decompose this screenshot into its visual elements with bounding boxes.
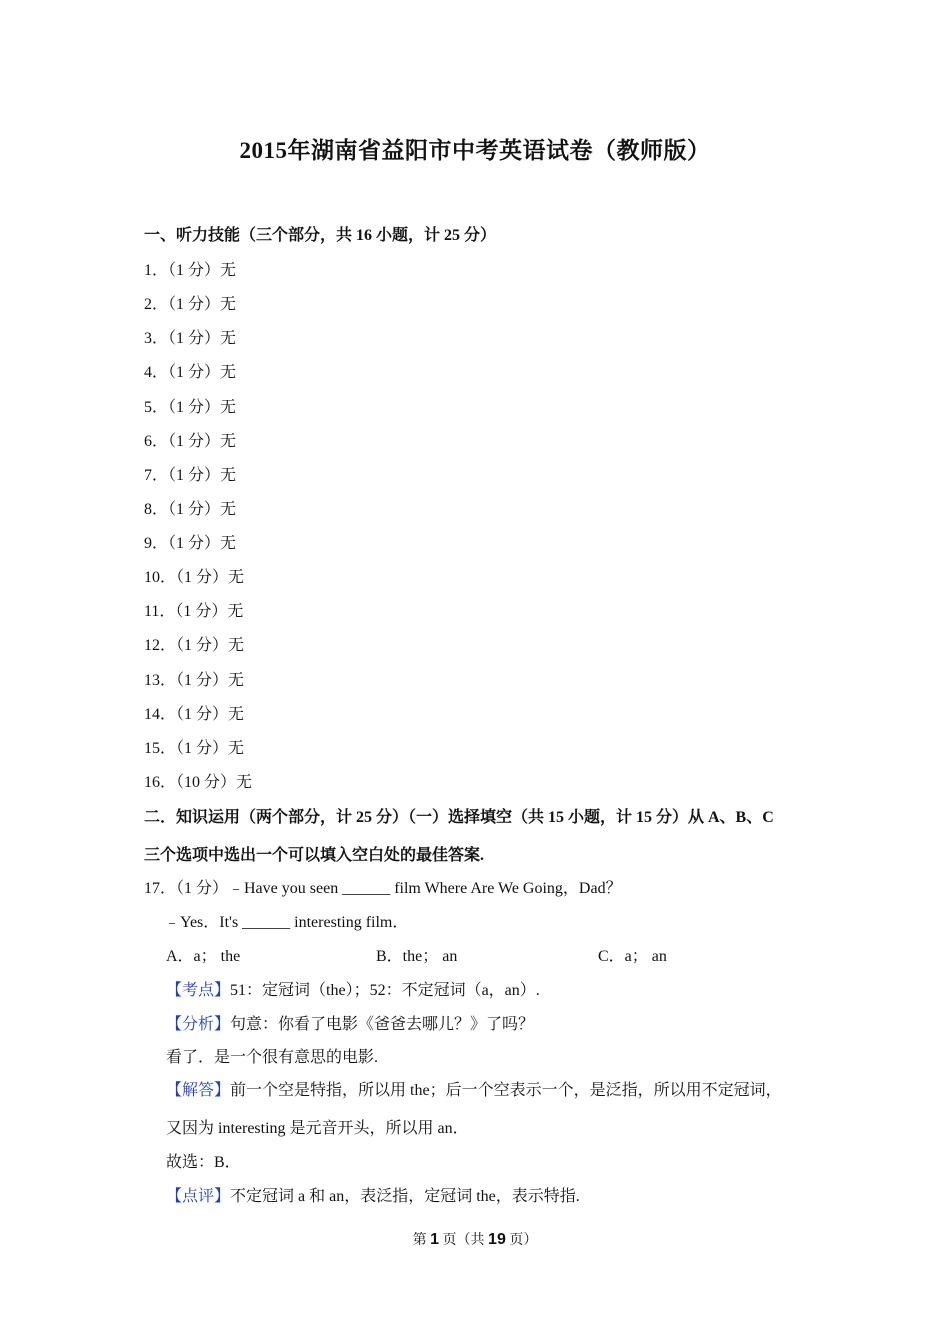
question-number: 16．: [144, 773, 177, 791]
footer-prefix: 第: [412, 1233, 431, 1248]
footer-middle: 页（共: [439, 1233, 489, 1248]
listening-question: [144, 257, 236, 280]
listening-question: [144, 462, 236, 485]
question-17-stem-reply: ﹣Yes．It's ______ interesting film．: [164, 914, 409, 931]
listening-question: [144, 735, 244, 758]
fenxi-text: 句意：你看了电影《爸爸去哪儿？》了吗？: [230, 1016, 535, 1033]
listening-question: [144, 394, 236, 417]
question-text: （1 分）无: [176, 569, 245, 587]
question-number: 8．: [144, 500, 169, 518]
current-page-number: 1: [430, 1231, 440, 1248]
listening-question: [144, 291, 236, 314]
question-text: （1 分）无: [168, 432, 237, 450]
question-text: （1 分）无: [168, 398, 237, 416]
question-text: （1 分）无: [168, 364, 237, 382]
question-number: 5．: [144, 398, 169, 416]
question-number: 13．: [144, 671, 177, 689]
fenxi-line: [166, 1011, 534, 1034]
jieda-text-cont: 又因为 interesting 是元音开头，所以用 an．: [166, 1120, 469, 1137]
total-page-count: 19: [488, 1231, 506, 1248]
question-number: 15．: [144, 739, 177, 757]
question-text: （1 分）无: [168, 535, 237, 553]
question-number: 11．: [144, 603, 176, 621]
dianping-line: [166, 1183, 580, 1206]
dianping-text: 不定冠词 a 和 an，表泛指，定冠词 the，表示特指.: [230, 1188, 580, 1205]
fenxi-text-cont: 看了．是一个很有意思的电影.: [166, 1049, 379, 1066]
option-b: B．the； an: [376, 948, 458, 965]
listening-question: [144, 769, 252, 792]
kaodian-line: [166, 977, 540, 1000]
question-text: （10 分）无: [176, 773, 253, 791]
listening-question: [144, 530, 236, 553]
dianping-tag: 【点评】: [166, 1188, 231, 1205]
question-text: （1 分）无: [168, 262, 237, 279]
question-text: （1 分）无: [168, 500, 237, 518]
page-title: 2015年湖南省益阳市中考英语试卷（教师版）: [239, 138, 711, 163]
question-text: （1 分）无: [176, 705, 245, 723]
question-number: 10．: [144, 569, 177, 587]
question-text: （1 分）无: [176, 637, 245, 655]
listening-question: [144, 496, 236, 519]
question-text: （1 分）无: [168, 330, 237, 348]
listening-question: [144, 632, 244, 655]
answer-line: 故选：B．: [166, 1154, 241, 1171]
question-number: 2．: [144, 296, 169, 314]
question-17-stem: 17．（1 分）﹣Have you seen ______ film Where Are We Going，Dad？: [144, 880, 622, 897]
question-text: （1 分）无: [168, 296, 237, 314]
listening-question: [144, 667, 244, 690]
fenxi-tag: 【分析】: [166, 1016, 231, 1033]
question-text: （1 分）无: [176, 671, 245, 689]
page-footer: [0, 1229, 950, 1249]
listening-question: [144, 598, 243, 621]
listening-question: [144, 325, 236, 348]
section-heading-listening: 一、听力技能（三个部分，共 16 小题，计 25 分）: [144, 227, 497, 244]
question-number: 1．: [144, 262, 169, 279]
question-number: 6．: [144, 432, 169, 450]
option-a: A．a； the: [166, 948, 241, 965]
kaodian-tag: 【考点】: [166, 982, 231, 999]
question-number: 3．: [144, 330, 169, 348]
section-heading-knowledge-cont: 三个选项中选出一个可以填入空白处的最佳答案.: [144, 847, 485, 864]
kaodian-text: 51：定冠词（the）；52：不定冠词（a，an）.: [230, 982, 540, 999]
listening-question: [144, 428, 236, 451]
question-text: （1 分）无: [168, 466, 237, 484]
listening-question: [144, 564, 244, 587]
section-heading-knowledge: 二．知识运用（两个部分，计 25 分）（一）选择填空（共 15 小题，计 15 分）从 A、B、C: [144, 809, 774, 826]
question-number: 7．: [144, 466, 169, 484]
listening-question: [144, 701, 244, 724]
listening-question: [144, 359, 236, 382]
footer-suffix: 页）: [505, 1233, 538, 1248]
question-number: 14．: [144, 705, 177, 723]
jieda-tag: 【解答】: [166, 1082, 231, 1099]
option-c: C．a； an: [598, 948, 667, 965]
question-number: 9．: [144, 535, 169, 553]
question-text: （1 分）无: [175, 603, 244, 621]
question-number: 12．: [144, 637, 177, 655]
jieda-text: 前一个空是特指，所以用 the；后一个空表示一个，是泛指，所以用不定冠词，: [230, 1082, 782, 1099]
question-text: （1 分）无: [176, 739, 245, 757]
jieda-line: [166, 1077, 782, 1100]
question-number: 4．: [144, 364, 169, 382]
